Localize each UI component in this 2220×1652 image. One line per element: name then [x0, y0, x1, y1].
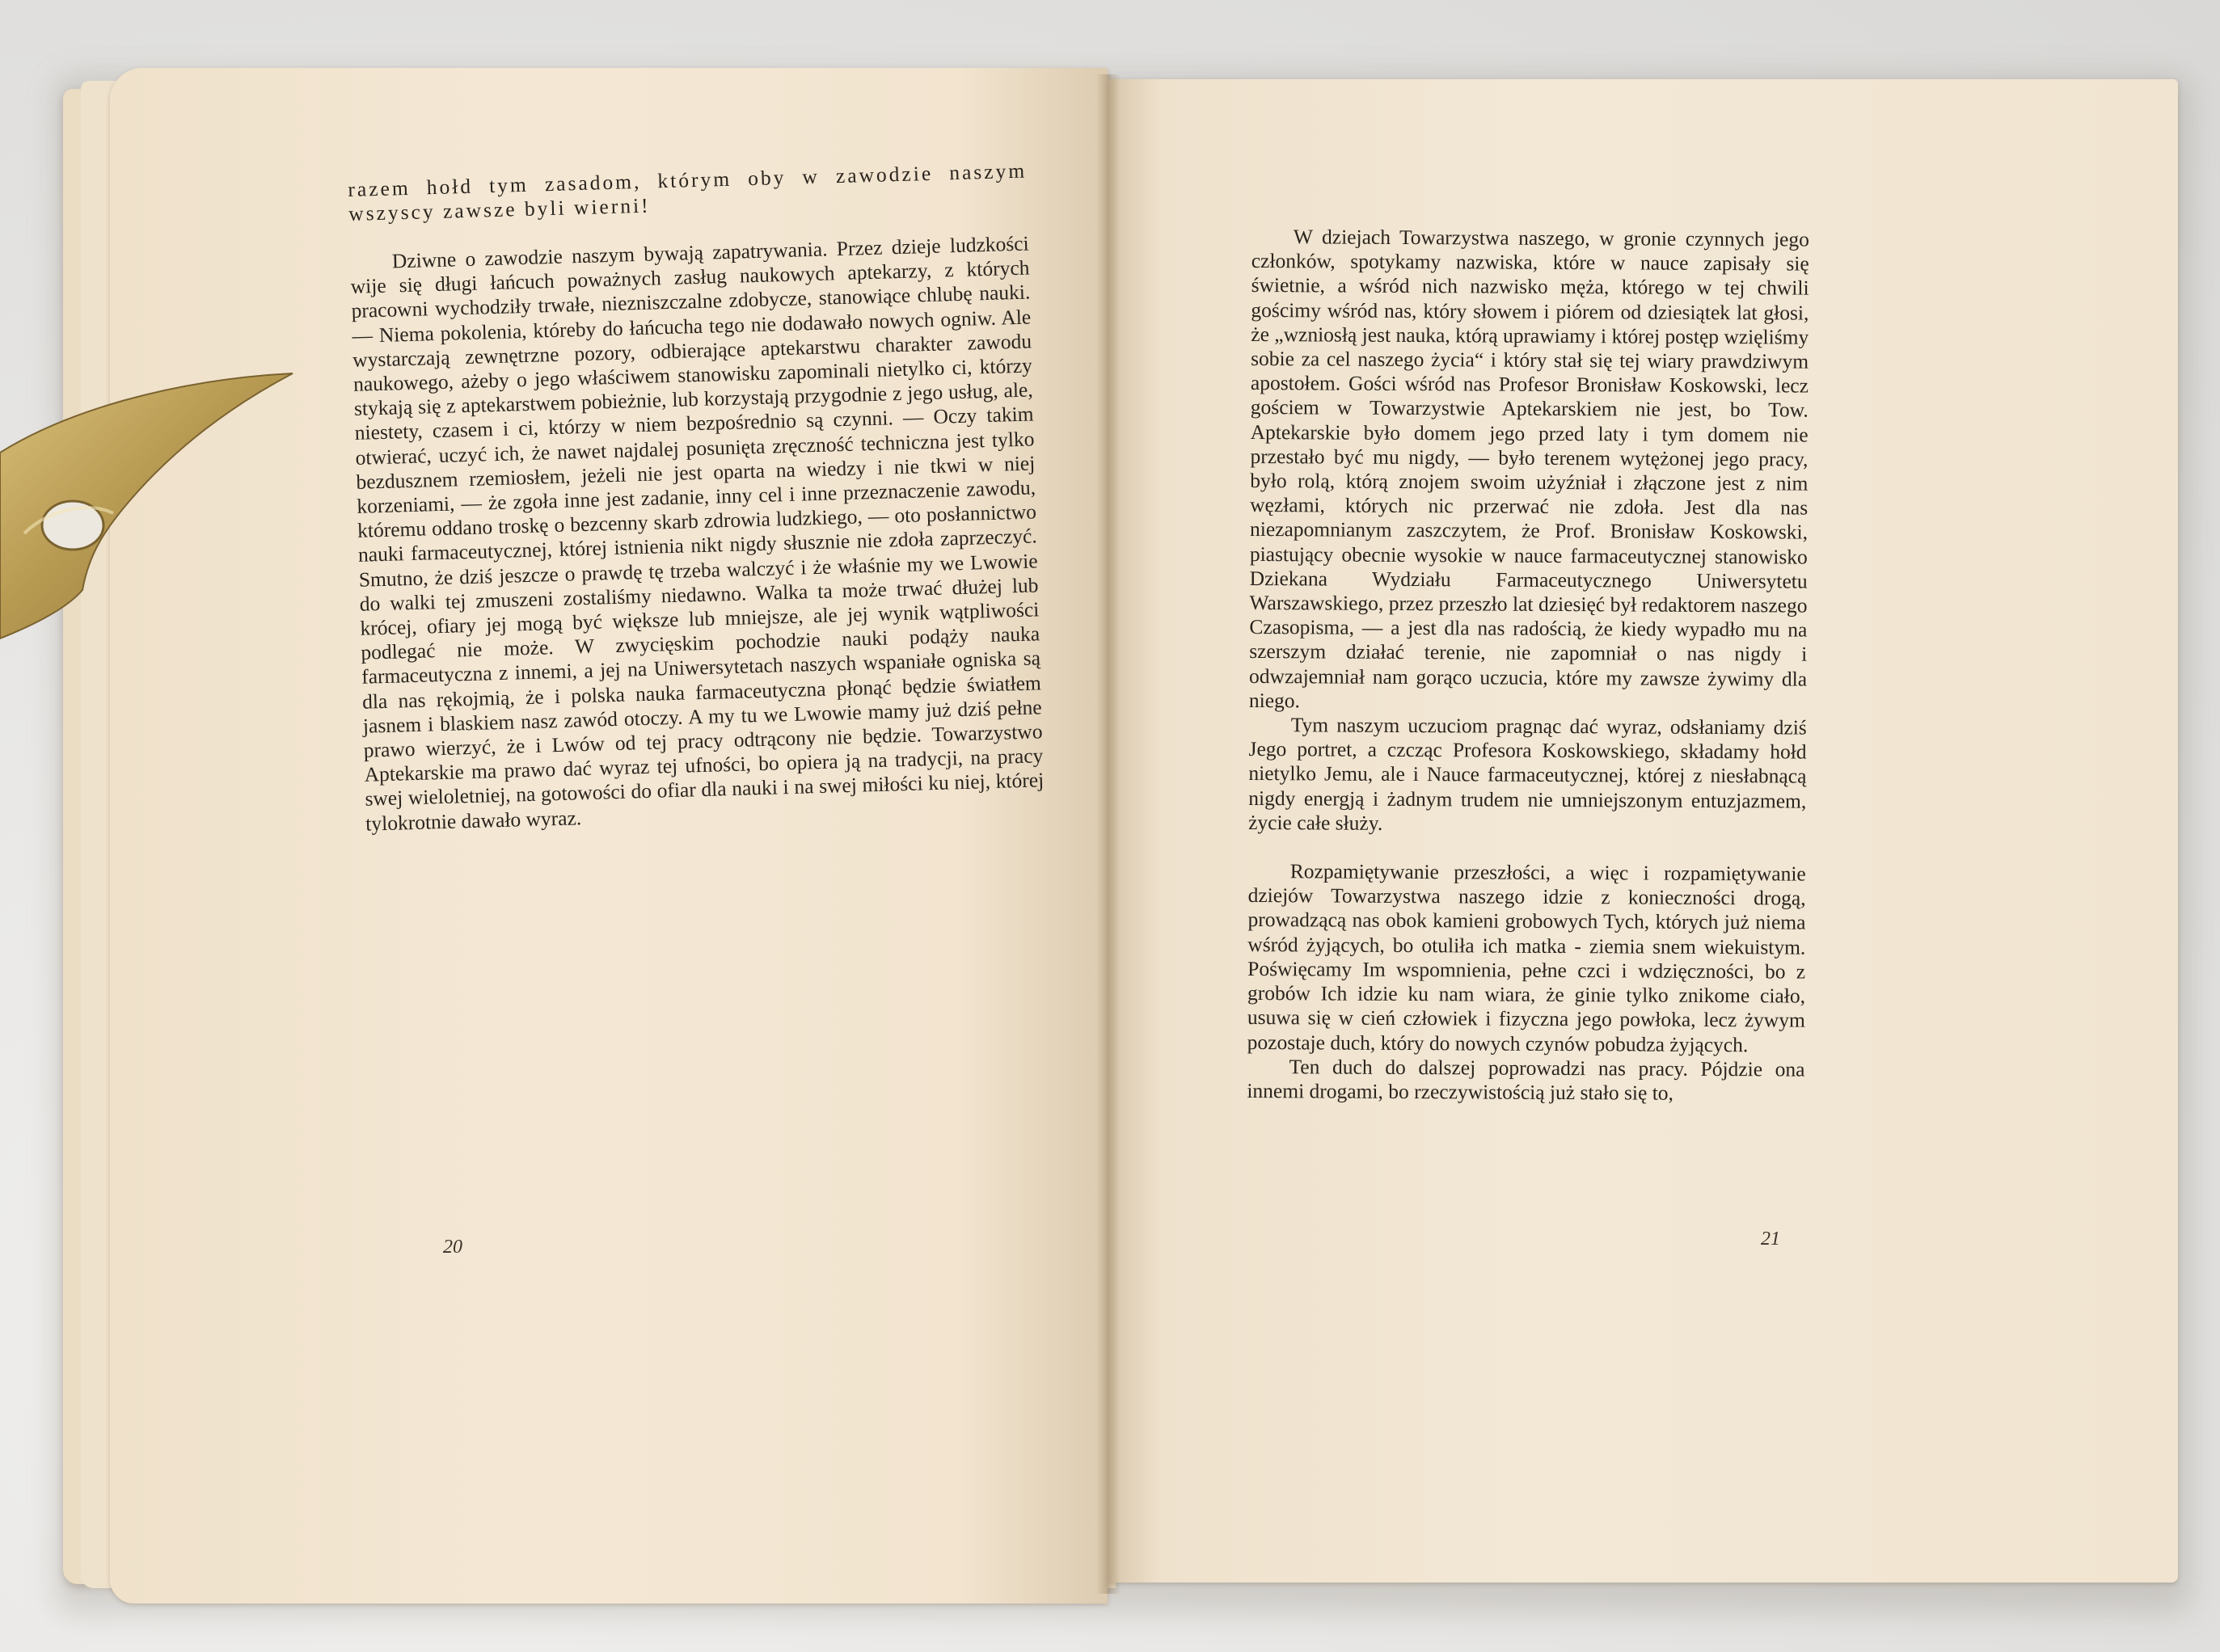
right-paragraph-2: Tym naszym uczuciom pragnąc dać wyraz, odsłaniamy dziś Jego portret, a czcząc Profesora Koskowskiego, składamy hołd nietylko Jemu, ale i Nauce farmaceutycznej, której z niesłabnącą nigdy energją i żadnym trudem nie umniejszonym entuzjazmem, życie całe służy.	[1248, 713, 1807, 835]
page-number-left: 20	[443, 1237, 462, 1258]
right-paragraph-1: W dziejach Towarzystwa naszego, w gronie czynnych jego członków, spotykamy nazwiska, które w nauce zapisały się świetnie, a wśród nich nazwisko męża, którego w tej chwili gościmy wśród nas, który słowem i piórem od dziesiątek lat głosi, że „wzniosłą jest nauka, którą uprawiamy i której postęp wzięliśmy sobie za cel naszego życia“ i który stał się tej wiary prawdziwym apostołem. Gości wśród nas Profesor Bronisław Koskowski, lecz gościem w Towarzystwie Aptekarskiem nie jest, bo Tow. Aptekarskie było domem jego przed laty i tym domem nie przestało być mu nigdy, — było terenem wytężonej jego pracy, było rolą, którą znojem swoim użyźniał i złączone jest z nim węzłami, których nic przerwać nie zdoła. Jest dla nas niezapomnianym zaszczytem, że Prof. Bronisław Koskowski, piastujący obecnie wysokie w nauce farmaceutycznej stanowisko Dziekana Wydziału Farmaceutycznego Uniwersytetu Warszawskiego, przez przeszło lat dziesięć był redaktorem naszego Czasopisma, — a jest dla nas radością, że kiedy wypadło mu na szerszym działać terenie, nie zapomniał o nas nigdy i odwzajemniał nam gorąco uczucia, które my zawsze żywimy dla niego.	[1248, 225, 1809, 713]
book-gutter	[1096, 74, 1121, 1594]
left-page-text	[348, 159, 1045, 837]
right-paragraph-4: Ten duch do dalszej poprowadzi nas pracy. Pójdzie ona innemi drogami, bo rzeczywistością już stało się to,	[1247, 1054, 1805, 1105]
right-page-text	[1247, 225, 1809, 1106]
right-paragraph-3: Rozpamiętywanie przeszłości, a więc i rozpamiętywanie dziejów Towarzystwa naszego idzie z konieczności drogą, prowadzącą nas obok kamieni grobowych Tych, których już niema wśród żyjących, bo otuliła ich matka - ziemia snem wiekuistym. Poświęcamy Im wspomnienia, pełne czci i wdzięczności, bo z grobów Ich idzie ku nam wiara, że ginie tylko znikome ciało, usuwa się w cień człowiek i fizyczna jego powłoka, lecz żywym pozostaje duch, który do nowych czynów pobudza żyjących.	[1247, 859, 1806, 1056]
left-paragraph-1: Dziwne o zawodzie naszym bywają zapatrywania. Przez dzieje ludzkości wije się długi łańcuch poważnych zasług naukowych aptekarzy, z których pracowni wychodziły trwałe, niezniszczalne zdobycze, stanowiące chlubę nauki. — Niema pokolenia, któreby do łańcucha tego nie dodawało nowych ogniw. Ale wystarczają zewnętrzne pozory, odbierające aptekarstwu charakter zawodu naukowego, ażeby o jego właściwem stanowisku zapominali nietylko ci, którzy stykają się z aptekarstwem pobieżnie, lub korzystają przygodnie z jego usług, ale, niestety, czasem i ci, którzy w niem bezpośrednio są czynni. — Oczy takim otwierać, uczyć ich, że nawet najdalej posunięta zręczność techniczna jest tylko bezdusznem rzemiosłem, jeżeli nie jest oparta na wiedzy i nie tkwi w niej korzeniami, — że zgoła inne jest zadanie, inny cel i inne przeznaczenie zawodu, któremu oddano troskę o bezcenny skarb zdrowia ludzkiego, — oto posłannictwo nauki farmaceutycznej, której istnienia nikt nigdy słusznie nie zdoła zaprzeczyć. Smutno, że dziś jeszcze o prawdę tę trzeba walczyć i że właśnie my we Lwowie do walki tej zmuszeni zostaliśmy niedawno. Walka ta może trwać dłużej lub krócej, ofiary jej mogą być większe lub mniejsze, ale jej wynik wątpliwości podlegać nie może. W zwycięskim pochodzie nauki podąży nauka farmaceutyczna z innemi, a jej na Uniwersytetach naszych wspaniałe ogniska są dla nas rękojmią, że i polska nauka farmaceutyczna płonąć będzie światłem jasnem i blaskiem nasz zawód otoczy. A my tu we Lwowie mamy już dziś pełne prawo wierzyć, że i Lwów od tej pracy odtrącony nie będzie. Towarzystwo Aptekarskie ma prawo dać wyraz tej ufności, bo opiera ją na tradycji, na pracy swej wieloletniej, na gotowości do ofiar dla nauki i na swej miłości ku niej, której tylokrotnie dawało wyraz.	[350, 231, 1045, 836]
motto: razem hołd tym zasadom, którym oby w zawodzie naszym wszyscy zawsze byli wierni!	[348, 158, 1028, 225]
page-number-right: 21	[1761, 1228, 1780, 1250]
brass-paper-knife-icon	[0, 348, 315, 655]
